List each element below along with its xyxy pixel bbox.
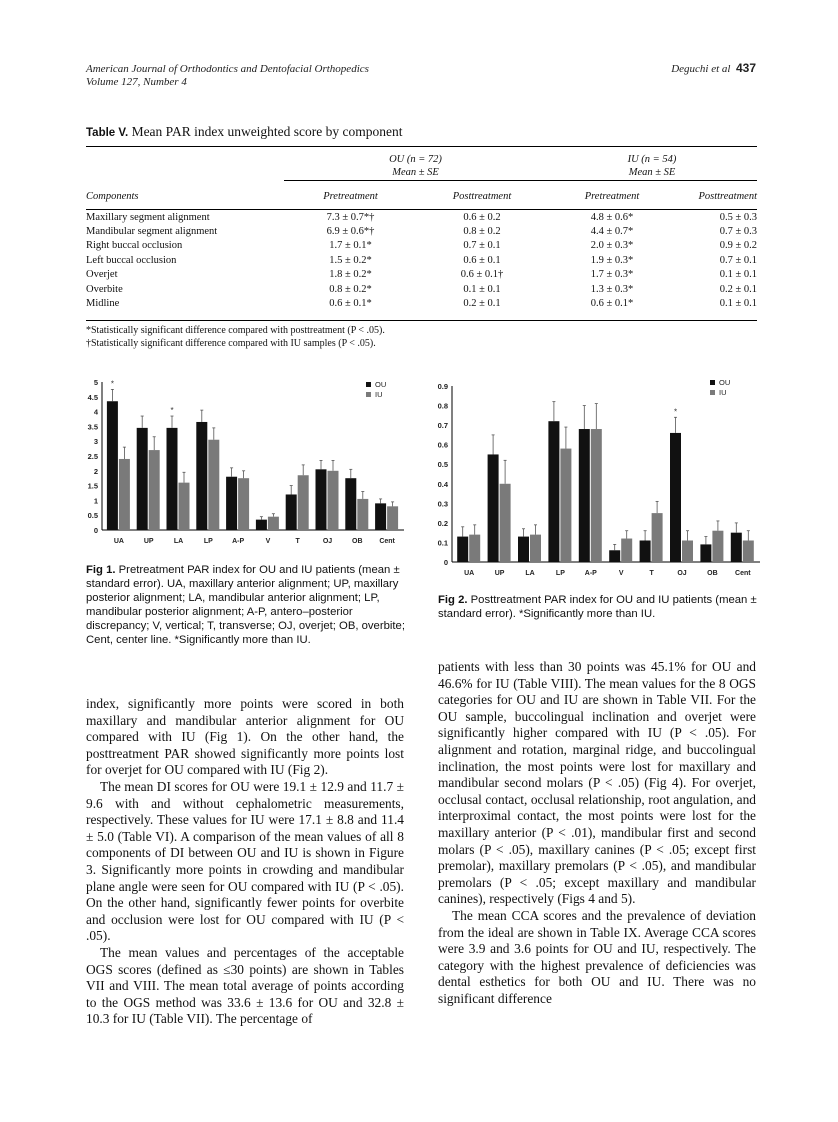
significance-mark: *	[110, 379, 114, 389]
y-tick-label: 0.9	[437, 382, 448, 391]
bar-ou	[226, 477, 237, 530]
bar-iu	[469, 535, 480, 562]
y-tick-label: 3.5	[87, 422, 98, 432]
fig1-text: Pretreatment PAR index for OU and IU patients (mean ± standard error). UA, maxillary anterior alignment; UP, maxillary posterior alignment; LA, mandibular anterior alignment; LP, mandibular posterior alignment; A-P, antero–posterior discrepancy; V, vertical; T, transverse; OJ, overjet; OB, overbite; Cent, center line. *Significantly more than IU.	[86, 564, 405, 646]
col-ou-pre: Pretreatment	[284, 180, 417, 206]
y-tick-label: 0.3	[437, 499, 448, 509]
footnote-1: *Statistically significant difference compared with posttreatment (P < .05).	[86, 325, 385, 336]
bar-ou	[457, 537, 468, 562]
cell-iu-post: 0.2 ± 0.1	[719, 283, 757, 295]
cell-iu-pre: 4.8 ± 0.6*	[590, 212, 634, 223]
col-ou-post: Posttreatment	[417, 180, 547, 206]
y-tick-label: 5	[93, 378, 98, 387]
table-body	[86, 206, 757, 311]
x-tick-label: LA	[525, 570, 535, 577]
x-tick-label: LA	[173, 538, 184, 545]
bar-iu	[268, 517, 279, 530]
cell-ou-post: 0.8 ± 0.2	[463, 225, 501, 237]
cell-iu-pre: 1.7 ± 0.3*	[590, 269, 634, 281]
cell-ou-post: 0.7 ± 0.1	[463, 240, 501, 252]
bar-ou	[375, 503, 386, 530]
bar-ou	[316, 469, 327, 530]
bar-iu	[500, 484, 511, 562]
journal-volume: Volume 127, Number 4	[86, 76, 187, 88]
cell-iu-post: 0.7 ± 0.3	[719, 225, 757, 237]
cell-iu-post: 0.7 ± 0.1	[719, 254, 757, 266]
bar-iu	[208, 440, 219, 530]
y-tick-label: 0	[443, 558, 448, 567]
y-tick-label: 2	[93, 466, 98, 476]
cell-ou-pre: 1.5 ± 0.2*	[329, 254, 372, 266]
cell-ou-post: 0.6 ± 0.1	[463, 254, 501, 266]
table-caption	[86, 124, 403, 140]
legend-label-ou: OU	[375, 380, 387, 389]
row-component: Overjet	[86, 269, 118, 281]
x-tick-label: A-P	[584, 570, 597, 577]
bar-ou	[107, 401, 118, 530]
x-tick-label: T	[295, 538, 300, 545]
y-tick-label: 2.5	[87, 452, 98, 461]
par-table	[86, 152, 757, 311]
cell-iu-post: 0.1 ± 0.1	[719, 298, 757, 310]
bar-ou	[196, 422, 207, 530]
bar-iu	[387, 506, 398, 530]
cell-iu-post: 0.9 ± 0.2	[719, 240, 757, 252]
fig2-caption	[438, 593, 758, 621]
legend-label-iu: IU	[719, 388, 727, 397]
y-tick-label: 4	[93, 407, 98, 417]
row-component: Right buccal occlusion	[86, 240, 183, 252]
page-header-right	[671, 62, 756, 76]
bar-ou	[579, 429, 590, 562]
bar-iu	[149, 450, 160, 530]
table-row	[86, 253, 757, 268]
x-tick-label: T	[649, 570, 654, 577]
fig1-label: Fig 1.	[86, 564, 116, 576]
y-tick-label: 1	[93, 496, 98, 506]
bar-iu	[179, 483, 190, 530]
cell-ou-post: 0.1 ± 0.1	[463, 283, 501, 295]
x-tick-label: LP	[555, 570, 565, 577]
bar-iu	[530, 535, 541, 562]
fig2-label: Fig 2.	[438, 594, 468, 606]
fig2-chart	[432, 372, 762, 582]
author-label: Deguchi et al	[671, 63, 731, 75]
left-paragraph-1: index, significantly more points were scored in both maxillary and mandibular anterior alignment for OU compared with IU (Fig 1). On the other hand, the posttreatment PAR showed significantly more points lost for overjet for OU compared with IU (Fig 2).	[86, 696, 404, 778]
iu-group-header	[547, 152, 757, 180]
legend-swatch-iu	[710, 390, 715, 395]
table-footnotes	[86, 324, 385, 350]
cell-ou-post: 0.6 ± 0.1†	[460, 269, 504, 281]
cell-ou-pre: 1.7 ± 0.1*	[329, 240, 372, 252]
table-title: Mean PAR index unweighted score by component	[131, 124, 403, 139]
x-tick-label: UA	[464, 570, 475, 577]
bar-iu	[591, 429, 602, 562]
y-tick-label: 1.5	[87, 481, 98, 491]
table-row	[86, 282, 757, 297]
right-column	[438, 659, 756, 1007]
legend-swatch-ou	[710, 380, 715, 385]
y-tick-label: 0.4	[437, 479, 448, 489]
bar-ou	[700, 544, 711, 562]
right-paragraph-1: patients with less than 30 points was 45.1% for OU and 46.6% for IU (Table VIII). The mean values for the 8 OGS categories for OU and IU are shown in Table VII. For the OU sample, buccolingual inclination and overjet were significantly higher compared with IU (P < .05). For alignment and rotation, marginal ridge, and buccolingual inclination, the most points were lost for maxillary and mandibular second molars (P < .05) (Fig 4). For overjet, occlusal contact, occlusal relationship, root angulation, and interproximal contact, the most points were lost for the maxillary anterior (P < .01), mandibular first and second molars (P < .05), maxillary canines (P < .05; except first premolar), maxillary premolars (P < .05), and mandibular premolars (P < .05; except maxillary and mandibular canines), respectively (Figs 4 and 5).	[438, 659, 756, 907]
bar-ou	[256, 520, 267, 530]
col-iu-pre: Pretreatment	[547, 180, 677, 206]
cell-iu-pre: 4.4 ± 0.7*	[590, 225, 634, 237]
bar-ou	[167, 428, 178, 530]
y-tick-label: 0	[93, 526, 98, 535]
bar-iu	[119, 459, 130, 530]
ou-mean-se: Mean ± SE	[392, 166, 439, 178]
bar-iu	[560, 449, 571, 562]
x-tick-label: V	[618, 570, 624, 577]
table-top-rule	[86, 146, 757, 147]
bar-ou	[137, 428, 148, 530]
y-tick-label: 0.1	[437, 538, 448, 548]
legend-label-iu: IU	[375, 390, 383, 399]
ou-head: OU (n = 72)	[389, 153, 442, 165]
row-component: Left buccal occlusion	[86, 254, 177, 266]
bar-iu	[743, 540, 754, 562]
fig1-caption	[86, 563, 406, 647]
col-iu-post: Posttreatment	[677, 180, 757, 206]
cell-ou-post: 0.2 ± 0.1	[463, 298, 501, 310]
row-component: Mandibular segment alignment	[86, 225, 218, 237]
legend-label-ou: OU	[719, 378, 731, 387]
footnote-2: †Statistically significant difference compared with IU samples (P < .05).	[86, 338, 376, 349]
cell-ou-pre: 0.8 ± 0.2*	[329, 283, 372, 295]
table-row	[86, 297, 757, 312]
y-tick-label: 0.8	[437, 401, 448, 411]
table-row	[86, 224, 757, 239]
cell-iu-pre: 1.9 ± 0.3*	[590, 254, 634, 266]
y-tick-label: 0.5	[437, 460, 448, 470]
y-tick-label: 0.5	[87, 511, 98, 521]
fig1-chart	[82, 372, 410, 552]
x-tick-label: OB	[352, 538, 363, 545]
bar-iu	[652, 513, 663, 562]
cell-iu-pre: 0.6 ± 0.1*	[590, 298, 634, 310]
x-tick-label: UP	[143, 538, 154, 545]
table-row	[86, 239, 757, 254]
journal-header	[86, 63, 369, 89]
row-component: Maxillary segment alignment	[86, 212, 210, 223]
cell-ou-pre: 6.9 ± 0.6*†	[326, 225, 375, 237]
legend-swatch-ou	[366, 382, 371, 387]
x-tick-label: OJ	[322, 538, 333, 545]
bar-ou	[640, 540, 651, 562]
bar-ou	[488, 454, 499, 562]
y-tick-label: 0.2	[437, 518, 448, 528]
bar-ou	[670, 433, 681, 562]
bar-iu	[682, 540, 693, 562]
cell-iu-pre: 1.3 ± 0.3*	[590, 283, 634, 295]
cell-iu-post: 0.1 ± 0.1	[719, 269, 757, 281]
significance-mark: *	[170, 406, 174, 416]
x-tick-label: Cent	[379, 538, 395, 545]
page-number: 437	[735, 61, 756, 75]
bar-ou	[518, 537, 529, 562]
x-tick-label: Cent	[735, 570, 751, 577]
bar-iu	[298, 475, 309, 530]
ou-group-header	[284, 152, 547, 180]
right-paragraph-2: The mean CCA scores and the prevalence of deviation from the ideal are shown in Table IX. Average CCA scores were 3.9 and 3.6 points for OU and IU, respectively. The category with the highest prevalence of deficiencies was dental esthetics for both OU and IU. There was no significant difference	[438, 907, 756, 1006]
y-tick-label: 0.6	[437, 440, 448, 450]
bar-ou	[609, 550, 620, 562]
journal-name: American Journal of Orthodontics and Dentofacial Orthopedics	[86, 63, 369, 75]
y-tick-label: 4.5	[87, 392, 98, 402]
cell-iu-pre: 2.0 ± 0.3*	[590, 240, 634, 252]
left-paragraph-3: The mean values and percentages of the acceptable OGS scores (defined as ≤30 points) are shown in Tables VII and VIII. The mean total average of points according to the OGS method was 33.6 ± 13.6 for OU and 32.8 ± 10.3 for IU (Table VII). The percentage of	[86, 944, 404, 1027]
row-component: Overbite	[86, 283, 123, 295]
x-tick-label: UP	[494, 570, 505, 577]
left-column	[86, 696, 404, 1028]
legend-swatch-iu	[366, 392, 371, 397]
cell-ou-post: 0.6 ± 0.2	[463, 212, 501, 223]
table-row	[86, 268, 757, 283]
cell-iu-post: 0.5 ± 0.3	[719, 212, 757, 223]
x-tick-label: OJ	[677, 570, 687, 577]
cell-ou-pre: 0.6 ± 0.1*	[329, 298, 372, 310]
bar-iu	[328, 471, 339, 530]
bar-ou	[548, 421, 559, 562]
bar-ou	[286, 494, 297, 530]
x-tick-label: UA	[113, 538, 124, 545]
x-tick-label: A-P	[232, 538, 245, 545]
fig2-text: Posttreatment PAR index for OU and IU patients (mean ± standard error). *Significantly more than IU.	[438, 594, 757, 620]
x-tick-label: V	[265, 538, 271, 545]
bar-iu	[712, 531, 723, 562]
bar-iu	[238, 478, 249, 530]
x-tick-label: LP	[203, 538, 213, 545]
table-header-rule	[86, 209, 757, 210]
bar-ou	[731, 533, 742, 562]
bar-iu	[621, 539, 632, 562]
left-paragraph-2: The mean DI scores for OU were 19.1 ± 12.9 and 11.7 ± 9.6 with and without cephalometric measurements, respectively. These values for IU were 17.1 ± 8.8 and 11.4 ± 5.0 (Table VI). A comparison of the mean values of all 8 components of DI between OU and IU is shown in Figure 3. Significantly more points in crowding and mandibular plane angle were seen for OU compared with IU (P < .05). On the other hand, significantly fewer points for overbite and occlusion were lost for OU compared with IU (P < .05).	[86, 778, 404, 944]
row-component: Midline	[86, 298, 120, 310]
iu-head: IU (n = 54)	[627, 153, 677, 165]
table-bottom-rule	[86, 320, 757, 321]
bar-ou	[345, 478, 356, 530]
table-label: Table V.	[86, 127, 129, 139]
cell-ou-pre: 7.3 ± 0.7*†	[326, 212, 375, 223]
significance-mark: *	[673, 407, 678, 417]
bar-iu	[357, 499, 368, 530]
col-components: Components	[86, 191, 139, 202]
y-tick-label: 3	[93, 437, 98, 447]
iu-mean-se: Mean ± SE	[628, 166, 676, 178]
x-tick-label: OB	[707, 570, 718, 577]
cell-ou-pre: 1.8 ± 0.2*	[329, 269, 372, 281]
y-tick-label: 0.7	[437, 421, 448, 431]
